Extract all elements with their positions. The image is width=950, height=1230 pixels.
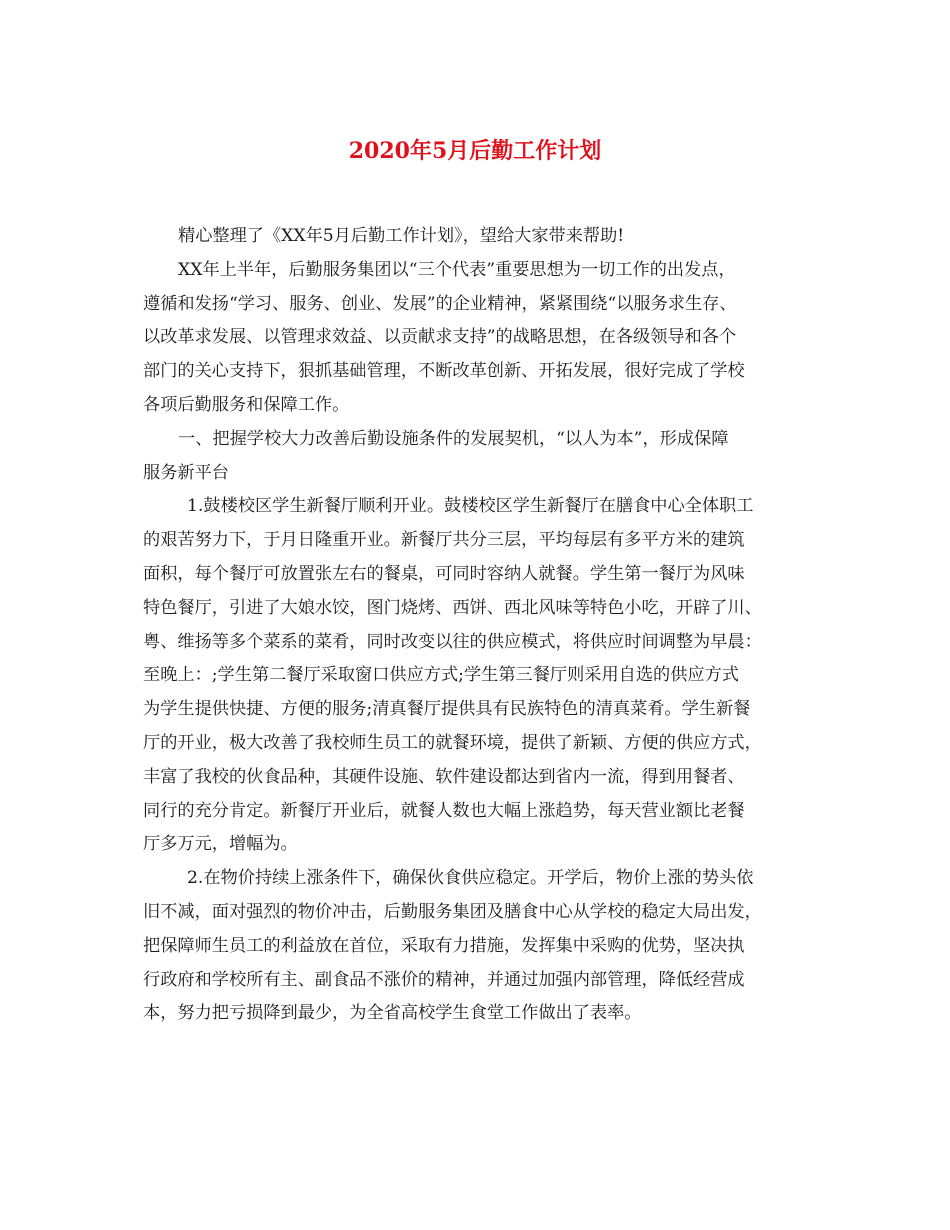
- text-line: 2.在物价持续上涨条件下，确保伙食供应稳定。开学后，物价上涨的势头依: [187, 868, 754, 889]
- paragraph: [143, 254, 811, 423]
- text-line: 本，努力把亏损降到最少，为全省高校学生食堂工作做出了表率。: [143, 1003, 642, 1024]
- text-line: 各项后勤服务和保障工作。: [143, 394, 350, 415]
- paragraph: [143, 423, 811, 491]
- text-line: 旧不减，面对强烈的物价冲击，后勤服务集团及膳食中心从学校的稳定大局出发，: [143, 901, 762, 922]
- paragraph: [143, 490, 811, 862]
- text-line: 厅多万元，增幅为。: [143, 834, 298, 855]
- text-line: 遵循和发扬“学习、服务、创业、发展”的企业精神，紧紧围绕“以服务求生存、: [143, 293, 737, 314]
- text-line: 精心整理了《XX年5月后勤工作计划》，望给大家带来帮助!: [178, 226, 625, 246]
- text-line: 以改革求发展、以管理求效益、以贡献求支持”的战略思想，在各级领导和各个: [143, 327, 737, 348]
- paragraph: [143, 220, 811, 254]
- text-line: 至晚上：;学生第二餐厅采取窗口供应方式;学生第三餐厅则采用自选的供应方式: [143, 665, 739, 686]
- text-line: 的艰苦努力下，于月日隆重开业。新餐厅共分三层，平均每层有多平方米的建筑: [143, 530, 745, 551]
- text-line: 面积，每个餐厅可放置张左右的餐桌，可同时容纳人就餐。学生第一餐厅为风味: [143, 563, 745, 584]
- text-line: 同行的充分肯定。新餐厅开业后，就餐人数也大幅上涨趋势，每天营业额比老餐: [143, 800, 745, 821]
- text-line: 部门的关心支持下，狠抓基础管理，不断改革创新、开拓发展，很好完成了学校: [143, 361, 745, 382]
- text-line: 为学生提供快捷、方便的服务;清真餐厅提供具有民族特色的清真菜肴。学生新餐: [143, 699, 751, 720]
- text-line: 一、把握学校大力改善后勤设施条件的发展契机，“以人为本”，形成保障: [178, 428, 729, 449]
- text-line: 丰富了我校的伙食品种，其硬件设施、软件建设都达到省内一流，得到用餐者、: [143, 766, 745, 787]
- text-line: 1.鼓楼校区学生新餐厅顺利开业。鼓楼校区学生新餐厅在膳食中心全体职工: [187, 496, 754, 517]
- text-line: XX年上半年，后勤服务集团以“三个代表”重要思想为一切工作的出发点，: [178, 259, 736, 280]
- text-line: 服务新平台: [143, 462, 229, 483]
- document-body: [143, 220, 811, 1031]
- text-line: 把保障师生员工的利益放在首位，采取有力措施，发挥集中采购的优势，坚决执: [143, 935, 745, 956]
- document-title: 2020年5月后勤工作计划: [348, 138, 602, 164]
- paragraph: [143, 862, 811, 1031]
- text-line: 厅的开业，极大改善了我校师生员工的就餐环境，提供了新颖、方便的供应方式，: [143, 732, 762, 753]
- text-line: 特色餐厅，引进了大娘水饺，图门烧烤、西饼、西北风味等特色小吃，开辟了川、: [143, 597, 762, 618]
- text-line: 粤、维扬等多个菜系的菜肴，同时改变以往的供应模式，将供应时间调整为早晨：: [143, 631, 762, 652]
- text-line: 行政府和学校所有主、副食品不涨价的精神，并通过加强内部管理，降低经营成: [143, 969, 745, 990]
